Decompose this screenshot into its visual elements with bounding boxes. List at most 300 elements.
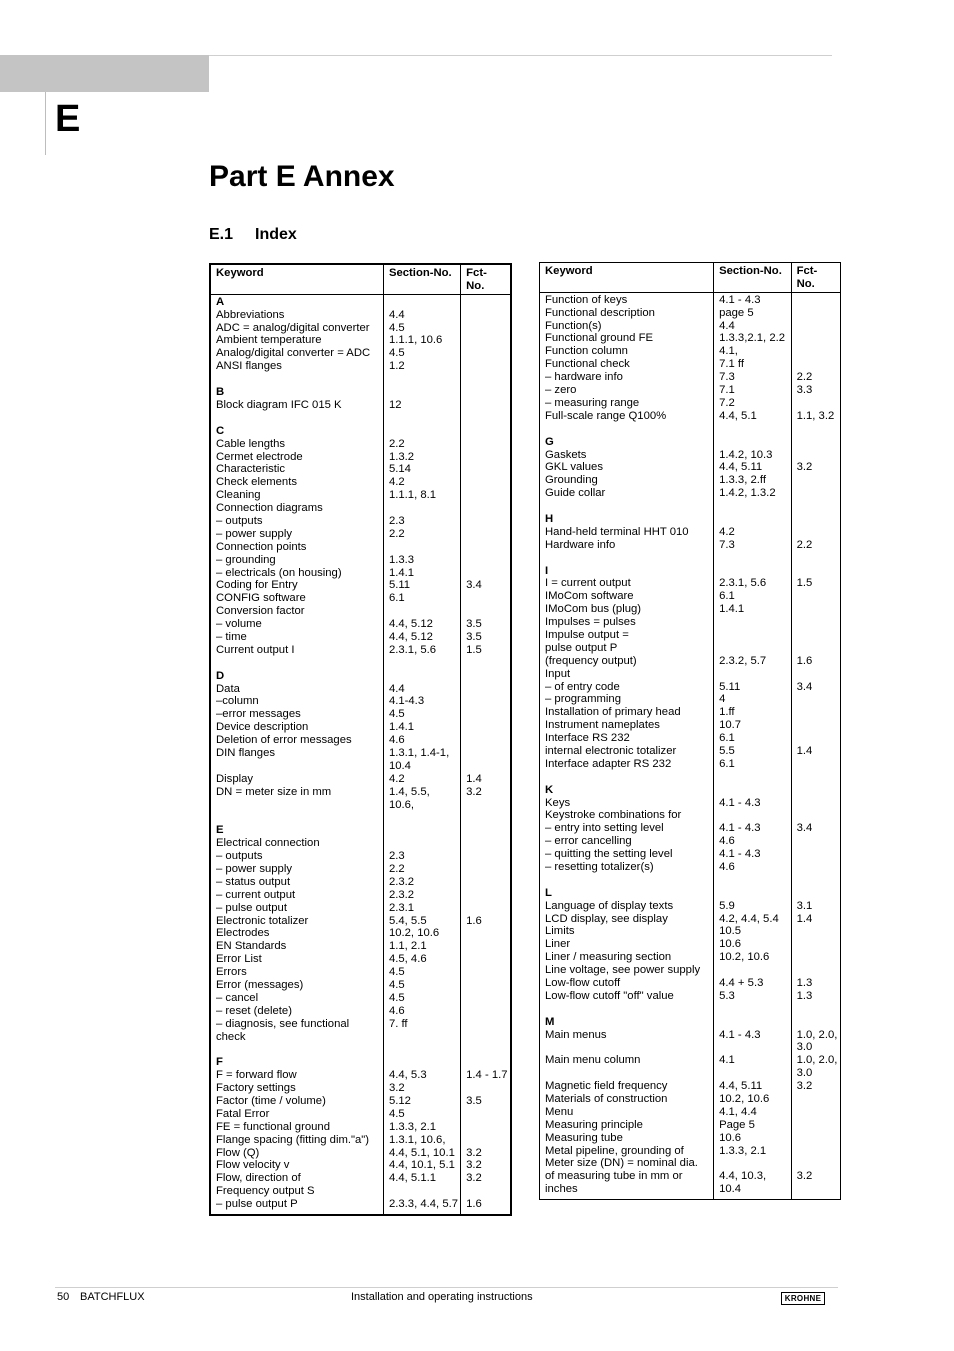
index-entry: IMoCom software	[545, 590, 634, 603]
index-entry: 4.4, 5.1, 10.1	[388, 1146, 455, 1159]
index-entry: 7.2	[719, 396, 735, 409]
index-entry: 3.5	[466, 1095, 482, 1108]
index-entry	[719, 784, 785, 797]
index-entry	[466, 1005, 505, 1018]
index-entry: 1.4	[796, 744, 813, 757]
index-entry: Metal pipeline, grounding of	[545, 1144, 684, 1157]
index-entry	[719, 771, 785, 784]
fct-column	[461, 294, 511, 1215]
index-entry: 4.5	[388, 966, 405, 979]
index-entry	[466, 992, 505, 1005]
index-entry: 3.0	[796, 1041, 813, 1054]
index-entry: Installation of primary head	[545, 706, 681, 719]
index-entry	[797, 1106, 835, 1119]
index-entry	[797, 1016, 835, 1029]
index-entry	[797, 307, 835, 320]
index-entry	[797, 732, 835, 745]
index-entry	[797, 1119, 835, 1132]
index-entry	[389, 412, 455, 425]
index-entry	[466, 438, 505, 451]
index-entry: Gaskets	[545, 448, 587, 461]
index-entry: Measuring principle	[545, 1118, 643, 1131]
index-entry	[389, 373, 455, 386]
index-entry: 3.4	[466, 579, 482, 592]
index-entry: Coding for Entry	[216, 579, 298, 592]
index-entry	[719, 436, 785, 449]
index-entry	[466, 902, 505, 915]
index-entry	[466, 334, 505, 347]
index-entry: 5.14	[388, 463, 411, 476]
index-entry: 4.1 - 4.3	[719, 293, 761, 306]
index-entry	[216, 799, 378, 812]
index-entry: Menu	[545, 1105, 574, 1118]
index-entry: 1.4.1	[388, 721, 415, 734]
index-entry: 3.3	[796, 384, 813, 397]
index-entry	[797, 397, 835, 410]
index-entry	[389, 824, 455, 837]
index-entry: 1.3.3, 2.ff	[719, 474, 766, 487]
index-entry: 4.4, 5.11	[719, 1080, 763, 1093]
index-entry: 1.4.1	[719, 603, 745, 616]
index-entry: Electronic totalizer	[216, 914, 309, 927]
index-entry: 1.4.1	[388, 566, 415, 579]
index-entry: – power supply	[216, 527, 292, 540]
index-entry: check	[216, 1030, 246, 1043]
index-entry	[466, 1134, 505, 1147]
index-entry	[466, 695, 505, 708]
index-entry	[466, 309, 505, 322]
index-entry: page 5	[719, 306, 754, 319]
index-entry: 1.3.3,2.1, 2.2	[719, 332, 786, 345]
index-entry: 2.2	[388, 863, 405, 875]
index-entry: – entry into setting level	[545, 822, 664, 835]
index-entry	[545, 1067, 708, 1080]
index-entry: – of entry code	[545, 680, 620, 693]
index-entry	[797, 668, 835, 681]
keyword-column	[540, 292, 714, 1199]
index-entry: Connection points	[216, 540, 307, 553]
index-entry: Factor (time / volume)	[216, 1095, 326, 1108]
index-entry: 4.6	[388, 1004, 405, 1017]
index-entry: 3.2	[466, 1159, 482, 1172]
index-entry	[389, 502, 455, 515]
index-entry: Guide collar	[545, 487, 606, 500]
index-entry: 3.2	[796, 1080, 813, 1093]
index-entry	[466, 876, 505, 889]
index-entry: Keystroke combinations for	[545, 809, 682, 822]
index-entry	[545, 771, 708, 784]
index-entry: Functional description	[545, 306, 655, 319]
index-entry	[797, 835, 835, 848]
index-entry	[719, 423, 785, 436]
index-entry	[216, 760, 378, 773]
index-entry	[797, 616, 835, 629]
index-entry	[719, 1041, 785, 1054]
index-entry	[466, 502, 505, 515]
index-entry: Full-scale range Q100%	[545, 409, 667, 422]
index-entry: 7.1 ff	[719, 358, 744, 371]
index-entry: Electrodes	[216, 927, 270, 940]
index-entry: 1.1, 2.1	[388, 940, 427, 953]
index-entry	[466, 1031, 505, 1044]
index-entry	[719, 500, 785, 513]
index-entry	[797, 797, 835, 810]
index-group-letter: E	[216, 824, 224, 837]
index-group-letter: D	[216, 669, 225, 682]
index-entry: Function of keys	[545, 293, 628, 306]
index-entry: Display	[216, 772, 254, 785]
index-entry: 3.1	[796, 899, 813, 912]
index-entry: Flow (Q)	[216, 1146, 260, 1159]
index-entry	[797, 603, 835, 616]
section-letter: E	[55, 98, 81, 140]
index-entry: – status output	[216, 875, 291, 888]
index-entry	[797, 887, 835, 900]
index-entry: 1.5	[466, 643, 482, 656]
index-entry	[719, 552, 785, 565]
index-entry	[216, 1043, 378, 1056]
index-entry: Input	[545, 667, 571, 680]
index-entry	[466, 373, 505, 386]
index-entry: F = forward flow	[216, 1069, 297, 1082]
index-entry: 4.4, 10.1, 5.1	[388, 1159, 455, 1172]
index-entry: 2.2	[796, 371, 813, 384]
index-entry: 12	[388, 398, 402, 411]
index-entry: Liner / measuring section	[545, 951, 672, 964]
index-entry: Low-flow cutoff	[545, 977, 621, 990]
index-entry	[466, 979, 505, 992]
index-entry: 10.6,	[388, 798, 415, 811]
index-entry: 4.4 + 5.3	[719, 977, 764, 990]
index-entry: internal electronic totalizer	[545, 744, 677, 757]
index-entry: Frequency output S	[216, 1185, 315, 1198]
index-entry: 4.6	[719, 861, 735, 873]
index-entry	[466, 296, 505, 309]
index-entry	[797, 771, 835, 784]
index-entry: 5.11	[719, 680, 741, 693]
index-entry: 2.3	[388, 850, 405, 863]
index-entry	[719, 642, 785, 655]
index-entry: 4.2, 4.4, 5.4	[719, 912, 779, 925]
index-entry	[466, 1082, 505, 1095]
index-entry	[797, 500, 835, 513]
index-entry: Error List	[216, 953, 262, 966]
index-entry	[719, 964, 785, 977]
index-entry	[389, 837, 455, 850]
index-entry: 3.4	[796, 680, 813, 693]
index-entry: 4.4, 5.11	[719, 461, 763, 474]
index-entry: Hardware info	[545, 538, 616, 551]
index-entry	[466, 541, 505, 554]
index-entry	[466, 760, 505, 773]
index-group-letter: H	[545, 512, 554, 525]
index-entry	[466, 657, 505, 670]
index-entry: 1.3	[796, 977, 813, 990]
index-entry	[466, 670, 505, 683]
table-header-row	[540, 263, 841, 293]
index-entry	[466, 747, 505, 760]
index-entry: – reset (delete)	[216, 1004, 292, 1017]
index-entry: Fatal Error	[216, 1107, 270, 1120]
index-entry: 10.6	[719, 938, 742, 951]
index-entry: Main menu column	[545, 1054, 641, 1067]
index-entry: 4.5, 4.6	[388, 953, 427, 966]
index-entry	[797, 332, 835, 345]
index-group-letter: G	[545, 435, 554, 448]
index-entry	[466, 953, 505, 966]
index-entry	[216, 657, 378, 670]
index-entry: Deletion of error messages	[216, 734, 352, 747]
index-entry	[797, 964, 835, 977]
index-entry: 1.3.1, 10.6,	[388, 1133, 446, 1146]
index-entry	[389, 1185, 455, 1198]
index-entry: –error messages	[216, 708, 301, 721]
index-entry	[797, 320, 835, 333]
index-entry: 3.2	[388, 1082, 405, 1095]
index-entry	[466, 889, 505, 902]
index-entry	[389, 670, 455, 683]
index-entry: 4.6	[388, 734, 405, 747]
index-entry: 1.4, 5.5,	[388, 785, 430, 798]
fct-header: Fct-No.	[791, 263, 840, 293]
index-entry: Instrument nameplates	[545, 719, 660, 732]
index-entry: 3.0	[796, 1067, 813, 1080]
index-entry: Impulses = pulses	[545, 616, 636, 629]
index-entry	[466, 412, 505, 425]
index-entry: Flange spacing (fitting dim."a")	[216, 1133, 370, 1146]
index-entry	[797, 358, 835, 371]
index-entry: 2.2	[388, 437, 405, 450]
index-entry: Abbreviations	[216, 308, 285, 321]
index-entry: 5.11	[388, 579, 411, 592]
index-entry: 1.3.3, 2.1	[719, 1144, 767, 1157]
index-entry	[797, 436, 835, 449]
index-entry: FE = functional ground	[216, 1120, 330, 1133]
index-entry	[545, 552, 708, 565]
index-entry	[797, 629, 835, 642]
index-entry	[389, 657, 455, 670]
product-name: BATCHFLUX	[80, 1291, 145, 1303]
index-entry: – current output	[216, 888, 296, 901]
index-entry	[389, 1031, 455, 1044]
index-entry	[466, 734, 505, 747]
index-entry	[466, 592, 505, 605]
index-entry	[466, 1056, 505, 1069]
index-entry: 2.3.3, 4.4, 5.7	[388, 1198, 459, 1211]
index-entry: 4.4, 5.1	[719, 409, 757, 422]
table-body-row	[540, 292, 841, 1199]
index-entry: 5.3	[719, 989, 735, 1002]
section-column	[714, 292, 791, 1199]
index-entry: 1.3	[796, 989, 813, 1002]
index-entry: 4.1-4.3	[388, 695, 425, 708]
index-entry	[797, 345, 835, 358]
index-entry: Page 5	[719, 1118, 755, 1131]
index-entry: 4.5	[388, 321, 405, 334]
index-group-letter: K	[545, 783, 554, 796]
index-entry: 5.5	[719, 744, 735, 757]
index-entry: DN = meter size in mm	[216, 785, 332, 798]
index-entry: 1.4	[796, 912, 813, 925]
index-entry	[466, 399, 505, 412]
index-entry: LCD display, see display	[545, 912, 668, 925]
index-entry: Check elements	[216, 476, 297, 489]
index-entry: 2.3	[388, 514, 405, 527]
index-entry	[466, 322, 505, 335]
index-entry	[719, 1067, 785, 1080]
index-entry: 5.12	[388, 1095, 411, 1108]
index-entry: 3.2	[466, 785, 482, 798]
index-entry	[466, 837, 505, 850]
section-heading	[209, 224, 297, 246]
index-entry	[797, 1003, 835, 1016]
index-entry: 4.4, 5.12	[388, 618, 433, 631]
index-entry	[389, 541, 455, 554]
table-body-row	[210, 294, 511, 1215]
index-entry	[797, 758, 835, 771]
index-entry	[466, 863, 505, 876]
index-entry	[466, 1108, 505, 1121]
index-entry: – outputs	[216, 514, 263, 527]
index-entry	[797, 552, 835, 565]
index-entry	[466, 386, 505, 399]
index-entry: Meter size (DN) = nominal dia.	[545, 1157, 698, 1170]
index-group-letter: A	[216, 295, 225, 308]
index-entry	[466, 605, 505, 618]
index-entry: 1.5	[796, 577, 813, 590]
index-entry	[466, 360, 505, 373]
index-entry: Interface adapter RS 232	[545, 757, 672, 770]
index-entry: 3.2	[796, 1170, 813, 1183]
index-entry: 3.5	[466, 618, 482, 631]
index-entry: 1.1.1, 8.1	[388, 489, 437, 502]
index-entry: Connection diagrams	[216, 502, 323, 515]
index-entry	[719, 887, 785, 900]
footer-rule	[55, 1287, 838, 1288]
index-entry: Characteristic	[216, 463, 286, 476]
index-entry	[466, 425, 505, 438]
index-entry: 4.1	[719, 1054, 735, 1067]
index-entry: Flow, direction of	[216, 1172, 301, 1185]
section-label: Index	[255, 226, 297, 243]
index-entry: of measuring tube in mm or	[545, 1170, 683, 1183]
index-entry: 4.1 - 4.3	[719, 796, 761, 809]
index-entry: 2.3.1, 5.6	[388, 643, 437, 656]
section-marker-rule	[45, 92, 46, 155]
index-entry: 4.5	[388, 1107, 405, 1120]
index-entry: EN Standards	[216, 940, 287, 953]
index-entry: 7.3	[719, 538, 735, 551]
index-entry: –column	[216, 695, 259, 708]
index-entry: inches	[545, 1183, 578, 1196]
index-entry	[797, 565, 835, 578]
index-entry	[466, 966, 505, 979]
index-entry: Language of display texts	[545, 899, 674, 912]
index-entry: 4.2	[719, 525, 735, 538]
index-entry: 6.1	[719, 757, 735, 770]
index-entry: Factory settings	[216, 1082, 296, 1095]
index-entry	[545, 1003, 708, 1016]
index-entry: Block diagram IFC 015 K	[216, 398, 342, 411]
index-entry	[797, 693, 835, 706]
section-column	[383, 294, 460, 1215]
index-entry: Ambient temperature	[216, 334, 322, 347]
index-entry	[797, 809, 835, 822]
index-entry: 2.2	[796, 538, 813, 551]
index-entry: 7.1	[719, 384, 735, 397]
index-group-letter: I	[545, 564, 549, 577]
index-entry: Materials of construction	[545, 1093, 668, 1106]
krohne-logo: KROHNE	[781, 1292, 825, 1305]
index-entry	[797, 513, 835, 526]
index-entry: – error cancelling	[545, 835, 632, 848]
index-entry: 4.4	[719, 319, 735, 332]
index-entry	[389, 605, 455, 618]
header-rule	[209, 55, 832, 56]
index-entry: 4.4, 5.3	[388, 1069, 427, 1082]
index-entry: 2.3.1, 5.6	[719, 577, 767, 590]
keyword-header: Keyword	[210, 264, 383, 294]
fct-column	[791, 292, 840, 1199]
index-entry: 4	[719, 693, 726, 706]
index-entry: 1.4.2, 10.3	[719, 448, 773, 461]
index-entry	[466, 683, 505, 696]
index-entry	[466, 347, 505, 360]
index-entry: 10.4	[388, 759, 411, 772]
index-entry	[719, 668, 785, 681]
index-entry: – pulse output	[216, 901, 287, 914]
index-entry: Limits	[545, 925, 575, 938]
index-entry	[466, 927, 505, 940]
index-entry: Hand-held terminal HHT 010	[545, 525, 689, 538]
index-entry: 10.2, 10.6	[719, 951, 770, 964]
index-entry: Keys	[545, 796, 571, 809]
index-entry: 4.4, 10.3,	[719, 1170, 767, 1183]
table-header-row	[210, 264, 511, 294]
index-entry: 4.4	[388, 682, 405, 695]
document-title: Installation and operating instructions	[351, 1291, 533, 1303]
index-entry: Cleaning	[216, 489, 261, 502]
index-entry: 4.1,	[719, 345, 738, 358]
index-entry: CONFIG software	[216, 592, 306, 605]
index-entry: 6.1	[719, 590, 735, 603]
index-entry	[797, 706, 835, 719]
index-entry: 2.3.2	[388, 888, 415, 901]
index-entry: 1.3.1, 1.4-1,	[388, 746, 450, 759]
index-entry: 5.9	[719, 899, 735, 912]
index-entry: 1.3.3, 2.1	[388, 1120, 437, 1133]
index-entry: Function(s)	[545, 319, 602, 332]
index-entry: 10.7	[719, 719, 742, 732]
index-entry: 4.5	[388, 991, 405, 1004]
index-entry: – cancel	[216, 991, 259, 1004]
index-entry: 1.4.2, 1.3.2	[719, 487, 776, 500]
index-entry	[797, 925, 835, 938]
index-entry: 1.6	[466, 914, 482, 927]
index-entry	[466, 567, 505, 580]
index-entry	[797, 1157, 835, 1170]
index-entry	[719, 565, 785, 578]
index-entry: Line voltage, see power supply	[545, 964, 701, 977]
index-entry: Data	[216, 682, 240, 695]
index-entry: 1.6	[796, 654, 813, 667]
index-entry	[389, 1043, 455, 1056]
index-entry	[466, 824, 505, 837]
index-entry: – hardware info	[545, 371, 623, 384]
index-entry: Device description	[216, 721, 309, 734]
index-entry: 4.1 - 4.3	[719, 848, 761, 861]
index-entry: I = current output	[545, 577, 631, 590]
